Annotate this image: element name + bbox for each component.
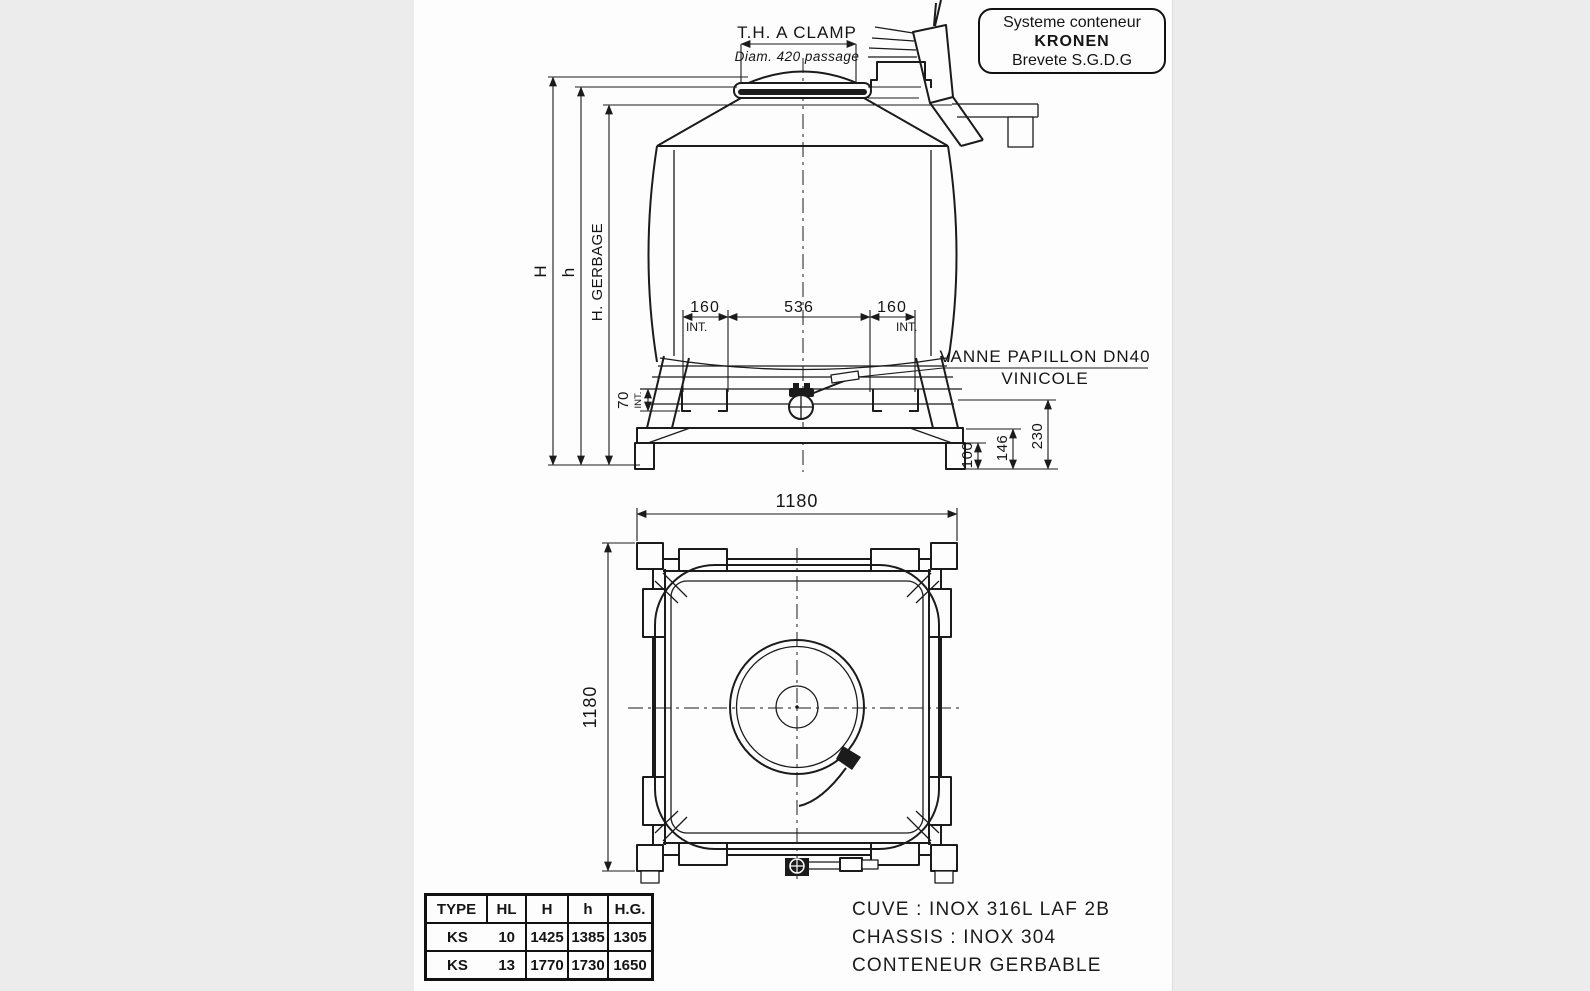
col-hl: HL (487, 895, 526, 924)
plan-height-label: 1180 (580, 685, 600, 729)
col-h: h (568, 895, 608, 924)
dim-70-int: INT. (633, 391, 644, 409)
col-H: H (526, 895, 568, 924)
butterfly-valve (789, 371, 859, 419)
valve-label: VANNE PAPILLON DN40 (939, 347, 1151, 366)
stamp-line1: Systeme conteneur (1003, 13, 1141, 31)
dim-146: 146 (994, 434, 1011, 462)
spec-cuve: CUVE : INOX 316L LAF 2B (852, 899, 1111, 920)
row2-hg: 1650 (608, 951, 653, 980)
stamp-line2: KRONEN (1034, 32, 1110, 50)
dim-100: 100 (959, 441, 976, 469)
valve-sublabel: VINICOLE (1001, 369, 1089, 388)
material-specs (852, 896, 1110, 980)
clamp-title: T.H. A CLAMP (737, 23, 857, 42)
dim-gerbage-label: H. GERBAGE (589, 222, 606, 322)
dim-H-label: H (531, 264, 550, 278)
table-header-row (426, 895, 653, 924)
dim-536: 536 (784, 299, 814, 316)
elevation-view (635, 0, 1038, 472)
dim-230: 230 (1029, 422, 1046, 450)
plan-width-label: 1180 (775, 491, 819, 511)
dim-160-left: 160 (690, 299, 720, 316)
col-hg: H.G. (608, 895, 653, 924)
row1-type: KS (447, 928, 468, 946)
size-table (424, 893, 654, 981)
row2-hl: 13 (498, 956, 515, 974)
spec-chassis: CHASSIS : INOX 304 (852, 927, 1057, 948)
row2-H: 1770 (526, 951, 568, 980)
row2-h: 1730 (568, 951, 608, 980)
row1-hg: 1305 (608, 923, 653, 951)
row2-type: KS (447, 956, 468, 974)
spec-gerbable: CONTENEUR GERBABLE (852, 955, 1102, 976)
plan-view (580, 491, 962, 883)
patent-stamp (978, 8, 1166, 74)
row1-H: 1425 (526, 923, 568, 951)
dim-70: 70 (615, 391, 632, 409)
table-row (426, 923, 653, 951)
dim-160-right: 160 (877, 299, 907, 316)
dim-int-right: INT. (896, 320, 918, 334)
col-type: TYPE (426, 895, 488, 924)
stamp-line3: Brevete S.G.D.G (1011, 51, 1133, 69)
row1-hl: 10 (498, 928, 515, 946)
clamp-note: Diam. 420 passage (734, 49, 860, 64)
dim-int-left: INT. (686, 320, 708, 334)
base-beam (637, 428, 963, 443)
plan-valve (785, 858, 878, 876)
table-row (426, 951, 653, 980)
dim-h-label: h (559, 266, 578, 278)
row1-h: 1385 (568, 923, 608, 951)
